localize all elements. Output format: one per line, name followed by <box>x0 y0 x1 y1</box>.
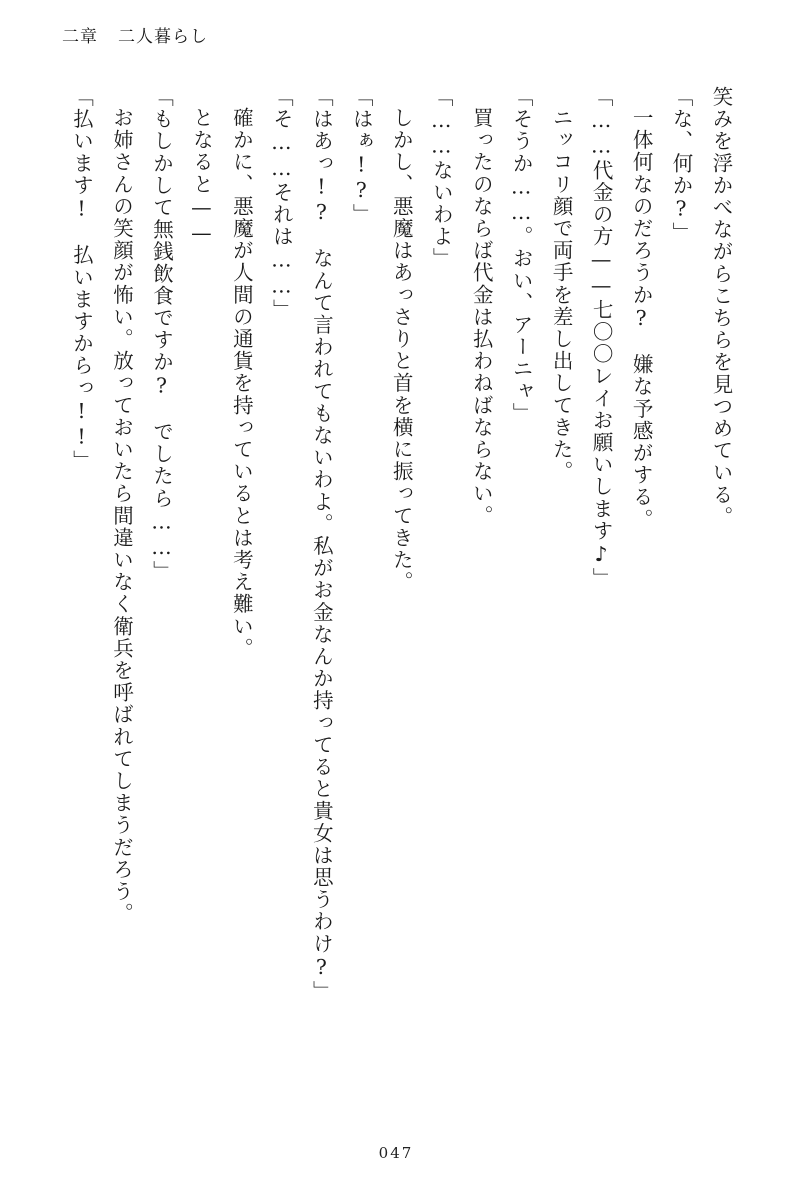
body-paragraph: 「もしかして無銭飲食ですか? でしたら……」 <box>149 86 174 583</box>
running-header <box>62 22 208 47</box>
page-number: 047 <box>378 1144 414 1162</box>
body-paragraph: 「……代金の方——七〇〇レイお願いします♪」 <box>589 86 614 590</box>
body-paragraph: 確かに、悪魔が人間の通貨を持っているとは考え難い。 <box>229 106 254 659</box>
body-paragraph: しかし、悪魔はあっさりと首を横に振ってきた。 <box>389 106 414 593</box>
body-paragraph: 笑みを浮かべながらこちらを見つめている。 <box>709 86 733 528</box>
body-paragraph: 「そ……それは……」 <box>269 86 294 321</box>
body-paragraph: 買ったのならば代金は払わねばならない。 <box>469 106 494 527</box>
body-paragraph: となると—— <box>189 106 214 247</box>
body-paragraph: ニッコリ顔で両手を差し出してきた。 <box>549 106 574 483</box>
body-paragraph: 「はぁ!?」 <box>349 86 374 226</box>
vertical-text-body <box>50 86 740 1106</box>
body-paragraph: 「払います! 払いますからっ!!」 <box>69 86 94 473</box>
body-paragraph: 「そうか……。おい、アーニャ」 <box>509 86 534 425</box>
body-paragraph: 「……ないわよ」 <box>429 86 454 270</box>
body-paragraph: 「はあっ!? なんて言われてもないわよ。私がお金なんか持ってると貴女は思うわけ?」 <box>309 86 334 1003</box>
running-header-chapter-title: 二人暮らし <box>118 27 208 47</box>
body-paragraph: 「な、何か?」 <box>669 86 694 245</box>
running-header-chapter-number: 二章 <box>62 27 98 47</box>
body-paragraph: お姉さんの笑顔が怖い。放っておいたら間違いなく衛兵を呼ばれてしまうだろう。 <box>109 106 134 925</box>
body-paragraph: 一体何なのだろうか? 嫌な予感がする。 <box>629 106 654 530</box>
